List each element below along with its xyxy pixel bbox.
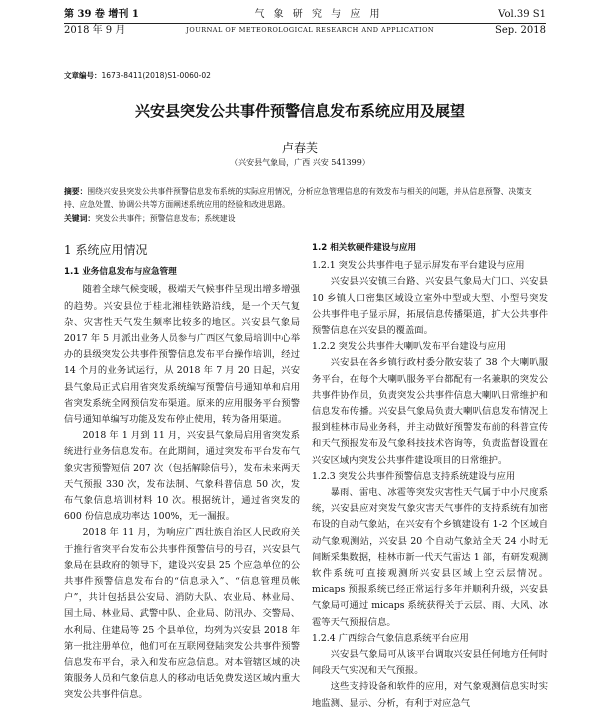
subsubsection-heading: 1.2.3 突发公共事件预警信息支持系统建设与应用 bbox=[312, 470, 516, 482]
keywords bbox=[64, 213, 546, 224]
right-column bbox=[312, 238, 548, 712]
left-column bbox=[64, 238, 300, 704]
publish-date-en: Sep. 2018 bbox=[495, 25, 546, 36]
affiliation: （兴安县气象局，广西 兴安 541399） bbox=[230, 158, 370, 167]
paragraph: 这些支持设备和软件的应用，对气象观测信息实时实地监测、显示、分析，有利于对应急气 bbox=[312, 681, 548, 709]
paragraph: 随着全球气候变暖，极端天气候事件呈现出增多增强的趋势。兴安县位于桂北湘桂铁路沿线，是一个天气复杂、灾害性天气发生频率比较多的地区。兴安县气象局 2017 年 5 月派出业务人员参与广西区气象局培训中心举办的县级突发公共事件预警信息发布平台操作培训，经过 14 个月的业务试运行，从 2018 年 7 月 20 日起，兴安县气象局正式启用省突发系统编写预警信号通知单和启用省突发系统全网预信发布渠道。原来的应用服务平台预警信号通知单编写功能及发布停止使用，转为备用渠道。 bbox=[64, 284, 300, 426]
keywords-label: 关键词： bbox=[64, 214, 96, 223]
subsection-heading: 1.1 业务信息发布与应急管理 bbox=[64, 267, 177, 278]
article-number-label: 文章编号： bbox=[64, 71, 102, 80]
article-number bbox=[64, 70, 211, 81]
paragraph: 2018 年 1 月到 11 月，兴安县气象局启用省突发系统进行业务信息发布。在此期间，通过突发布平台发布气象灾害预警短信 207 次（包括解除信号），发布未来两天天气预报 330 次，发布法制、气象科普信息 50 次，发布气象信息培训材料 10 次。根据统计，通过省突发的 600 份信息成功率达 100%，无一漏报。 bbox=[64, 430, 300, 523]
volume-issue: 第 39 卷 增刊 1 bbox=[64, 9, 139, 20]
keywords-text: 突发公共事件；预警信息发布；系统建设 bbox=[95, 214, 236, 223]
paragraph: 兴安县气象局可从该平台调取兴安县任何地方任何时间段天气实况和天气预报。 bbox=[312, 649, 548, 677]
paragraph: 2018 年 11 月，为响应广西壮族自治区人民政府关于推行省突平台发布公共事件预警信号的号召，兴安县气象局在县政府的领导下，建设兴安县 25 个应急单位的公共事件预警信息发布台的“信息录入”、“信息管理员帐户”，共计包括县公安局、消防大队、农业局、林业局、国土局、林业局、武警中队、企业局、防汛办、交警局、水利局、住建局等 25 个县单位，均列为兴安县 2018 年第一批注册单位，他们可在互联网登陆突发公共事件预警信息发布平台，录入和发布应急信息。对本管辖区域的决策服务人员和气象信息人的移动电话免费发送区域内重大突发公共事件信息。 bbox=[64, 527, 300, 701]
running-header bbox=[64, 8, 546, 48]
abstract-text: 围绕兴安县突发公共事件预警信息发布系统的实际应用情况，分析应急管理信息的有效发布与相关的问题，并从信息预警、决策支持、应急处置、协调公共等方面阐述系统应用的经验和改进思路。 bbox=[64, 187, 532, 209]
paragraph: 兴安县兴安镇三台路、兴安县气象局大门口、兴安县 10 乡镇人口密集区域设立室外中型或大型、小型号突发公共事件电子显示屏，拓展信息传播渠道，扩大公共事件预警信息在兴安县的覆盖面。 bbox=[312, 276, 548, 337]
paragraph: 暴雨、雷电、冰雹等突发灾害性天气属于中小尺度系统，兴安县应对突发气象灾害天气事件的支持系统有加密布设的自动气象站，在兴安有个乡镇建设有 1-2 个区域自动气象观测站，兴安县 20 个自动气象站全天 24 小时无间断采集数据，桂林市新一代天气雷达 1 部，有研发观测软件系统可直接观测所兴安县区域上空云层情况。micaps 预报系统已经正常运行多年并顺利升级，兴安县气象局可通过 micaps 系统获得关于云层、雨、大风、冰雹等天气预报信息。 bbox=[312, 487, 548, 628]
section-heading: 1 系统应用情况 bbox=[64, 243, 148, 257]
subsubsection-heading: 1.2.2 突发公共事件大喇叭发布平台建设与应用 bbox=[312, 341, 506, 353]
author: 卢春芙 bbox=[281, 141, 318, 155]
journal-name: 气 象 研 究 与 应 用 bbox=[254, 9, 383, 20]
subsection-heading: 1.2 相关软硬件建设与应用 bbox=[312, 243, 417, 253]
abstract-label: 摘要： bbox=[64, 187, 88, 196]
abstract bbox=[64, 185, 546, 211]
journal-name-en: JOURNAL OF METEOROLOGICAL RESEARCH AND APPLICATION bbox=[186, 26, 435, 34]
paragraph: 兴安县在各乡镇行政村委分散安装了 38 个大喇叭服务平台，在每个大喇叭服务平台都配有一名兼职的突发公共事件协作员，负责突发公共事件信息大喇叭日常维护和信息发布传播。兴安县气象局负责大喇叭信息发布情况上报到桂林市局业务科，并主动做好预警发布前的科普宣传和天气预报发布及气象科技技术咨询等，负责监督设置在兴安区域内突发公共事件建设项目的日常维护。 bbox=[312, 357, 548, 466]
subsubsection-heading: 1.2.4 广西综合气象信息系统平台应用 bbox=[312, 632, 469, 644]
subsubsection-heading: 1.2.1 突发公共事件电子显示屏发布平台建设与应用 bbox=[312, 260, 525, 272]
paper-title: 兴安县突发公共事件预警信息发布系统应用及展望 bbox=[134, 102, 465, 120]
volume-issue-en: Vol.39 S1 bbox=[498, 9, 546, 20]
article-number-value: 1673-8411(2018)S1-0060-02 bbox=[101, 71, 211, 80]
publish-date: 2018 年 9 月 bbox=[64, 25, 126, 36]
